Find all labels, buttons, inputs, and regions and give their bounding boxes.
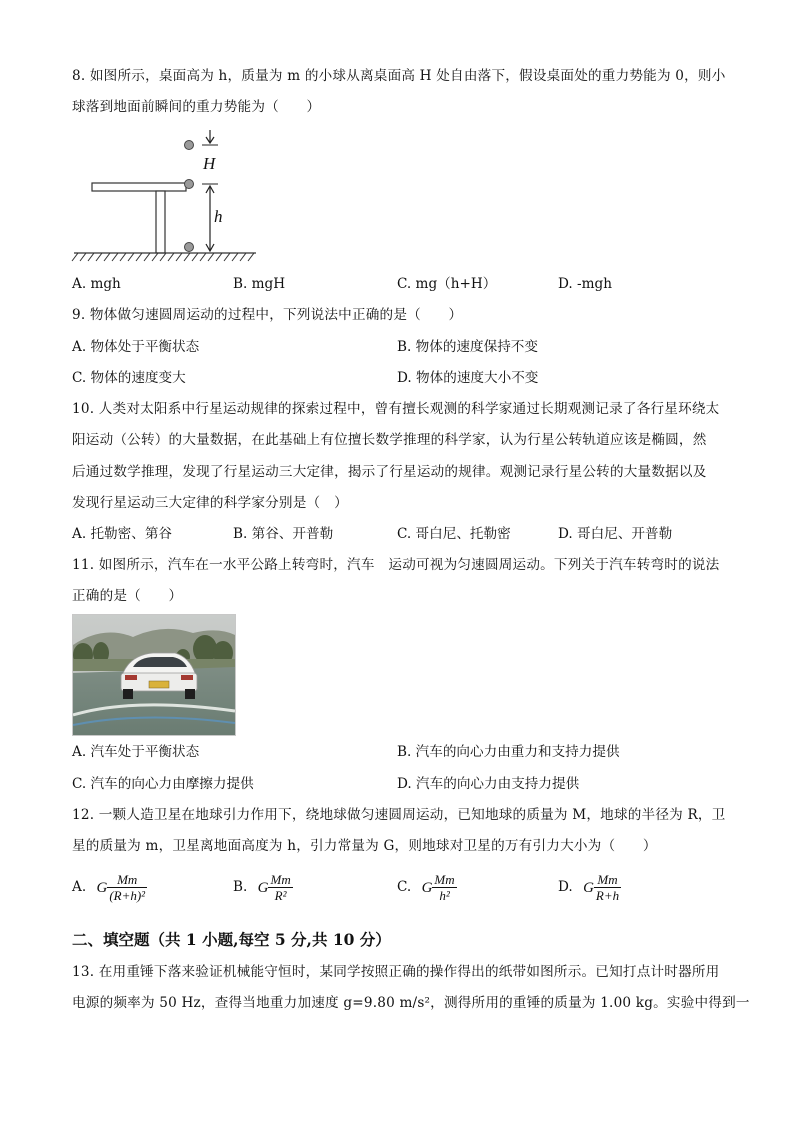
q12-a-label: A. [72, 879, 87, 895]
car-turning-photo [72, 614, 236, 736]
table-leg [156, 191, 165, 253]
label-H: H [203, 154, 216, 173]
q12-stem-line2: 星的质量为 m，卫星离地面高度为 h，引力常量为 G，则地球对卫星的万有引力大小为（ ） [72, 838, 657, 854]
q10-stem-line3: 后通过数学推理，发现了行星运动三大定律，揭示了行星运动的规律。观测记录行星公转的大量数据以及 [72, 464, 707, 480]
q12-option-a[interactable] [72, 872, 147, 903]
q12-a-num: Mm [107, 872, 147, 888]
q12-d-label: D. [558, 879, 573, 895]
q12-a-den: (R+h)² [109, 888, 146, 903]
q13-stem-line1: 13. 在用重锤下落来验证机械能守恒时，某同学按照正确的操作得出的纸带如图所示。已知打点计时器所用 [72, 964, 720, 980]
q9-stem: 9. 物体做匀速圆周运动的过程中，下列说法中正确的是（ ） [72, 307, 463, 323]
q12-option-d[interactable] [558, 872, 621, 903]
q11-stem-line1: 11. 如图所示，汽车在一水平公路上转弯时，汽车 运动可视为匀速圆周运动。下列关于汽车转弯时的说法 [72, 557, 720, 573]
q11-option-a[interactable]: A. 汽车处于平衡状态 [72, 744, 200, 760]
q12-d-G: G [583, 879, 594, 896]
q12-b-den: R² [274, 888, 287, 903]
q12-b-num: Mm [270, 872, 291, 887]
q12-c-label: C. [397, 879, 412, 895]
q10-option-c[interactable]: C. 哥白尼、托勒密 [397, 526, 511, 542]
q12-a-fraction [107, 872, 147, 903]
q10-stem-line1: 10. 人类对太阳系中行星运动规律的探索过程中，曾有擅长观测的科学家通过长期观测记录了各行星环绕太 [72, 401, 720, 417]
q8-stem-line1: 8. 如图所示，桌面高为 h，质量为 m 的小球从离桌面高 H 处自由落下，假设桌面处的重力势能为 0，则小 [72, 68, 726, 84]
q13-stem-line2: 电源的频率为 50 Hz，查得当地重力加速度 g=9.80 m/s²，测得所用的重锤的质量为 1.00 kg。实验中得到一 [72, 995, 750, 1011]
q8-option-b[interactable]: B. mgH [233, 276, 286, 292]
q8-option-c[interactable]: C. mg（h+H） [397, 276, 497, 292]
q10-option-a[interactable]: A. 托勒密、第谷 [72, 526, 173, 542]
q12-a-G: G [96, 879, 108, 896]
q8-option-d[interactable]: D. -mgh [558, 276, 612, 292]
q9-option-b[interactable]: B. 物体的速度保持不变 [397, 339, 538, 355]
section-2-title: 二、填空题（共 1 小题,每空 5 分,共 10 分） [72, 930, 391, 949]
q10-stem-line4: 发现行星运动三大定律的科学家分别是（ ） [72, 495, 348, 511]
q11-option-b[interactable]: B. 汽车的向心力由重力和支持力提供 [397, 744, 620, 760]
q12-b-fraction [268, 872, 292, 903]
q9-option-d[interactable]: D. 物体的速度大小不变 [397, 370, 539, 386]
ball-top [185, 141, 194, 150]
table-top [92, 183, 186, 191]
q12-b-label: B. [233, 879, 248, 895]
q8-stem-line2: 球落到地面前瞬间的重力势能为（ ） [72, 99, 321, 115]
q12-c-fraction [432, 872, 456, 903]
ball-bottom [185, 243, 194, 252]
q12-option-c[interactable] [397, 872, 457, 903]
q10-option-b[interactable]: B. 第谷、开普勒 [233, 526, 334, 542]
label-h: h [214, 207, 223, 226]
q12-option-b[interactable] [233, 872, 293, 903]
ball-middle [185, 180, 194, 189]
q9-option-c[interactable]: C. 物体的速度变大 [72, 370, 186, 386]
q12-stem-line1: 12. 一颗人造卫星在地球引力作用下，绕地球做匀速圆周运动，已知地球的质量为 M，地球的半径为 R，卫 [72, 807, 726, 823]
q12-c-num: Mm [434, 872, 455, 887]
q12-d-den: R+h [595, 888, 620, 903]
q9-option-a[interactable]: A. 物体处于平衡状态 [72, 339, 200, 355]
q8-option-a[interactable]: A. mgh [72, 276, 121, 292]
q12-c-den: h² [439, 888, 450, 903]
q12-d-fraction [594, 872, 621, 903]
q11-option-c[interactable]: C. 汽车的向心力由摩擦力提供 [72, 776, 254, 792]
q12-d-num: Mm [594, 872, 621, 888]
q10-option-d[interactable]: D. 哥白尼、开普勒 [558, 526, 673, 542]
q11-option-d[interactable]: D. 汽车的向心力由支持力提供 [397, 776, 580, 792]
q8-figure [70, 126, 270, 264]
q12-c-G: G [421, 879, 433, 896]
q12-b-G: G [257, 879, 269, 896]
q10-stem-line2: 阳运动（公转）的大量数据，在此基础上有位擅长数学推理的科学家，认为行星公转轨道应该是椭圆，然 [72, 432, 707, 448]
q11-stem-line2: 正确的是（ ） [72, 588, 183, 604]
